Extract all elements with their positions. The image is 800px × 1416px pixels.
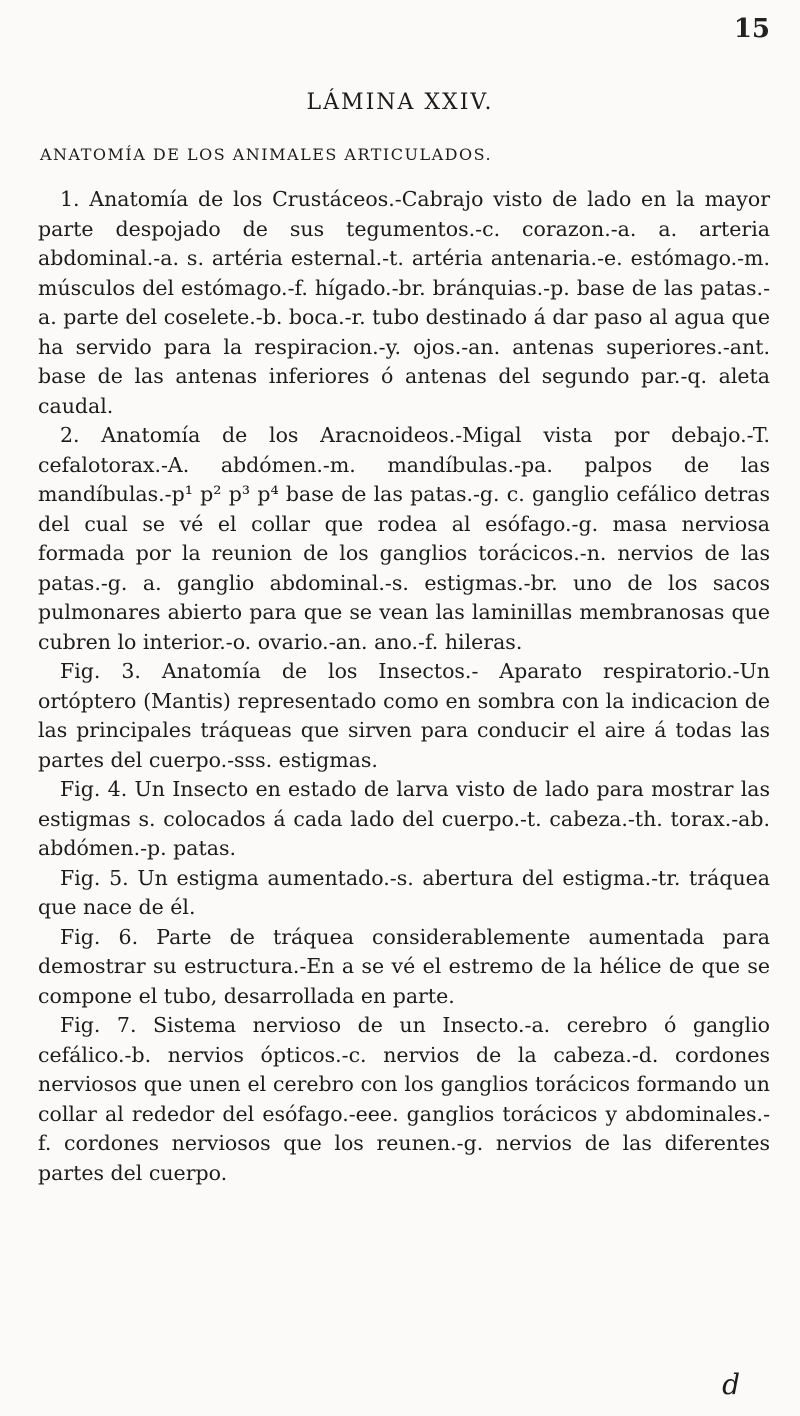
- paragraph-fig-6: Fig. 6. Parte de tráquea considerablemente aumentada para demostrar su estructura.-En a se vé el estremo de la hélice de que se compone el tubo, desarrollada en parte.: [38, 924, 770, 1008]
- body-text: [38, 185, 770, 1188]
- signature-mark: d: [722, 1368, 740, 1401]
- page-number: 15: [733, 14, 770, 44]
- section-title: ANATOMÍA DE LOS ANIMALES ARTICULADOS.: [40, 145, 493, 164]
- paragraph-fig-5: Fig. 5. Un estigma aumentado.-s. abertura del estigma.-tr. tráquea que nace de él.: [38, 865, 770, 919]
- paragraph-fig-4: Fig. 4. Un Insecto en estado de larva visto de lado para mostrar las estigmas s. colocados á cada lado del cuerpo.-t. cabeza.-th. torax.-ab. abdómen.-p. patas.: [38, 777, 770, 860]
- paragraph-fig-2: 2. Anatomía de los Aracnoideos.-Migal vista por debajo.-T. cefalotorax.-A. abdómen.-m. mandíbulas.-pa. palpos de las mandíbulas.-p¹ p² p³ p⁴ base de las patas.-g. c. ganglio cefálico detras del cual se vé el collar que rodea al esófago.-g. masa nerviosa formada por la reunion de los ganglios torácicos.-n. nervios de las patas.-g. a. ganglio abdominal.-s. estigmas.-br. uno de los sacos pulmonares abierto para que se vean las laminillas membranosas que cubren lo interior.-o. ovario.-an. ano.-f. hileras.: [38, 423, 770, 654]
- paragraph-fig-1: 1. Anatomía de los Crustáceos.-Cabrajo visto de lado en la mayor parte despojado de sus tegumentos.-c. corazon.-a. a. arteria abdominal.-a. s. artéria esternal.-t. artéria antenaria.-e. estómago.-m. músculos del estómago.-f. hígado.-br. bránquias.-p. base de las patas.-a. parte del coselete.-b. boca.-r. tubo destinado á dar paso al agua que ha servido para la respiracion.-y. ojos.-an. antenas superiores.-ant. base de las antenas inferiores ó antenas del segundo par.-q. aleta caudal.: [38, 187, 770, 418]
- paragraph-fig-3: Fig. 3. Anatomía de los Insectos.- Aparato respiratorio.-Un ortóptero (Mantis) representado como en sombra con la indicacion de las principales tráqueas que sirven para conducir el aire á todas las partes del cuerpo.-sss. estigmas.: [38, 659, 770, 772]
- plate-title: LÁMINA XXIV.: [306, 90, 494, 115]
- paragraph-fig-7: Fig. 7. Sistema nervioso de un Insecto.-a. cerebro ó ganglio cefálico.-b. nervios ópticos.-c. nervios de la cabeza.-d. cordones nerviosos que unen el cerebro con los ganglios torácicos formando un collar al rededor del esófago.-eee. ganglios torácicos y abdominales.-f. cordones nerviosos que los reunen.-g. nervios de las diferentes partes del cuerpo.: [38, 1013, 770, 1185]
